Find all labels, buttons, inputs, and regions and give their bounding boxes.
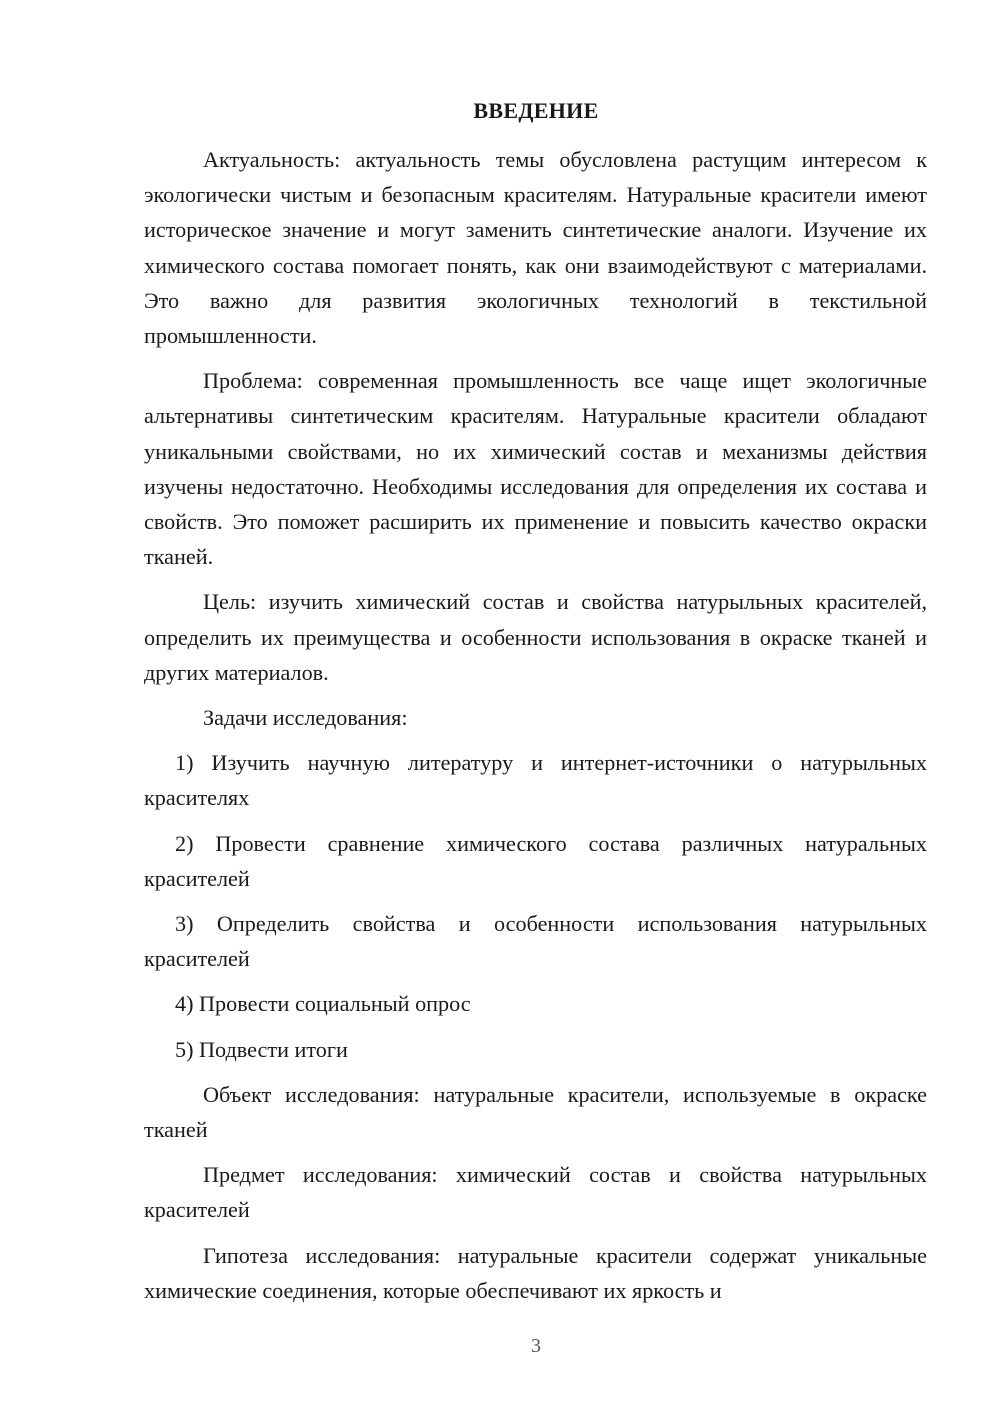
paragraph-problem: Проблема: современная промышленность все чаще ищет экологичные альтернативы синтетическим красителям. Натуральные красители обладают уникальными свойствами, но их химический состав и механизмы действия изучены недостаточно. Необходимы исследования для определения их состава и свойств. Это поможет расширить их применение и повысить качество окраски тканей. <box>144 368 927 570</box>
page-number: 3 <box>531 1335 541 1357</box>
task-item-4: 4) Провести социальный опрос <box>175 991 471 1017</box>
paragraph-object: Объект исследования: натуральные красители, используемые в окраске тканей <box>144 1081 927 1143</box>
paragraph-hypothesis: Гипотеза исследования: натуральные красители содержат уникальные химические соединения, которые обеспечивают их яркость и <box>144 1242 927 1303</box>
document-body <box>144 142 927 1318</box>
page-title: ВВЕДЕНИЕ <box>473 98 599 123</box>
paragraph-tasks-heading: Задачи исследования: <box>203 705 408 731</box>
paragraph-goal: Цель: изучить химический состав и свойства натурыльных красителей, определить их преимущества и особенности использования в окраске тканей и других материалов. <box>144 589 927 685</box>
task-item-1: 1) Изучить научную литературу и интернет-источники о натурыльных красителях <box>144 750 927 811</box>
task-item-3: 3) Определить свойства и особенности использования натурыльных красителей <box>144 911 927 972</box>
task-item-2: 2) Провести сравнение химического состава различных натуральных красителей <box>144 830 927 891</box>
paragraph-subject: Предмет исследования: химический состав и свойства натурыльных красителей <box>144 1162 927 1223</box>
task-item-5: 5) Подвести итоги <box>175 1036 348 1062</box>
paragraph-relevance: Актуальность: актуальность темы обусловлена растущим интересом к экологически чистым и безопасным красителям. Натуральные красители имеют историческое значение и могут заменить синтетические аналоги. Изучение их химического состава помогает понять, как они взаимодействуют с материалами. Это важно для развития экологичных технологий в текстильной промышленности. <box>144 147 927 349</box>
